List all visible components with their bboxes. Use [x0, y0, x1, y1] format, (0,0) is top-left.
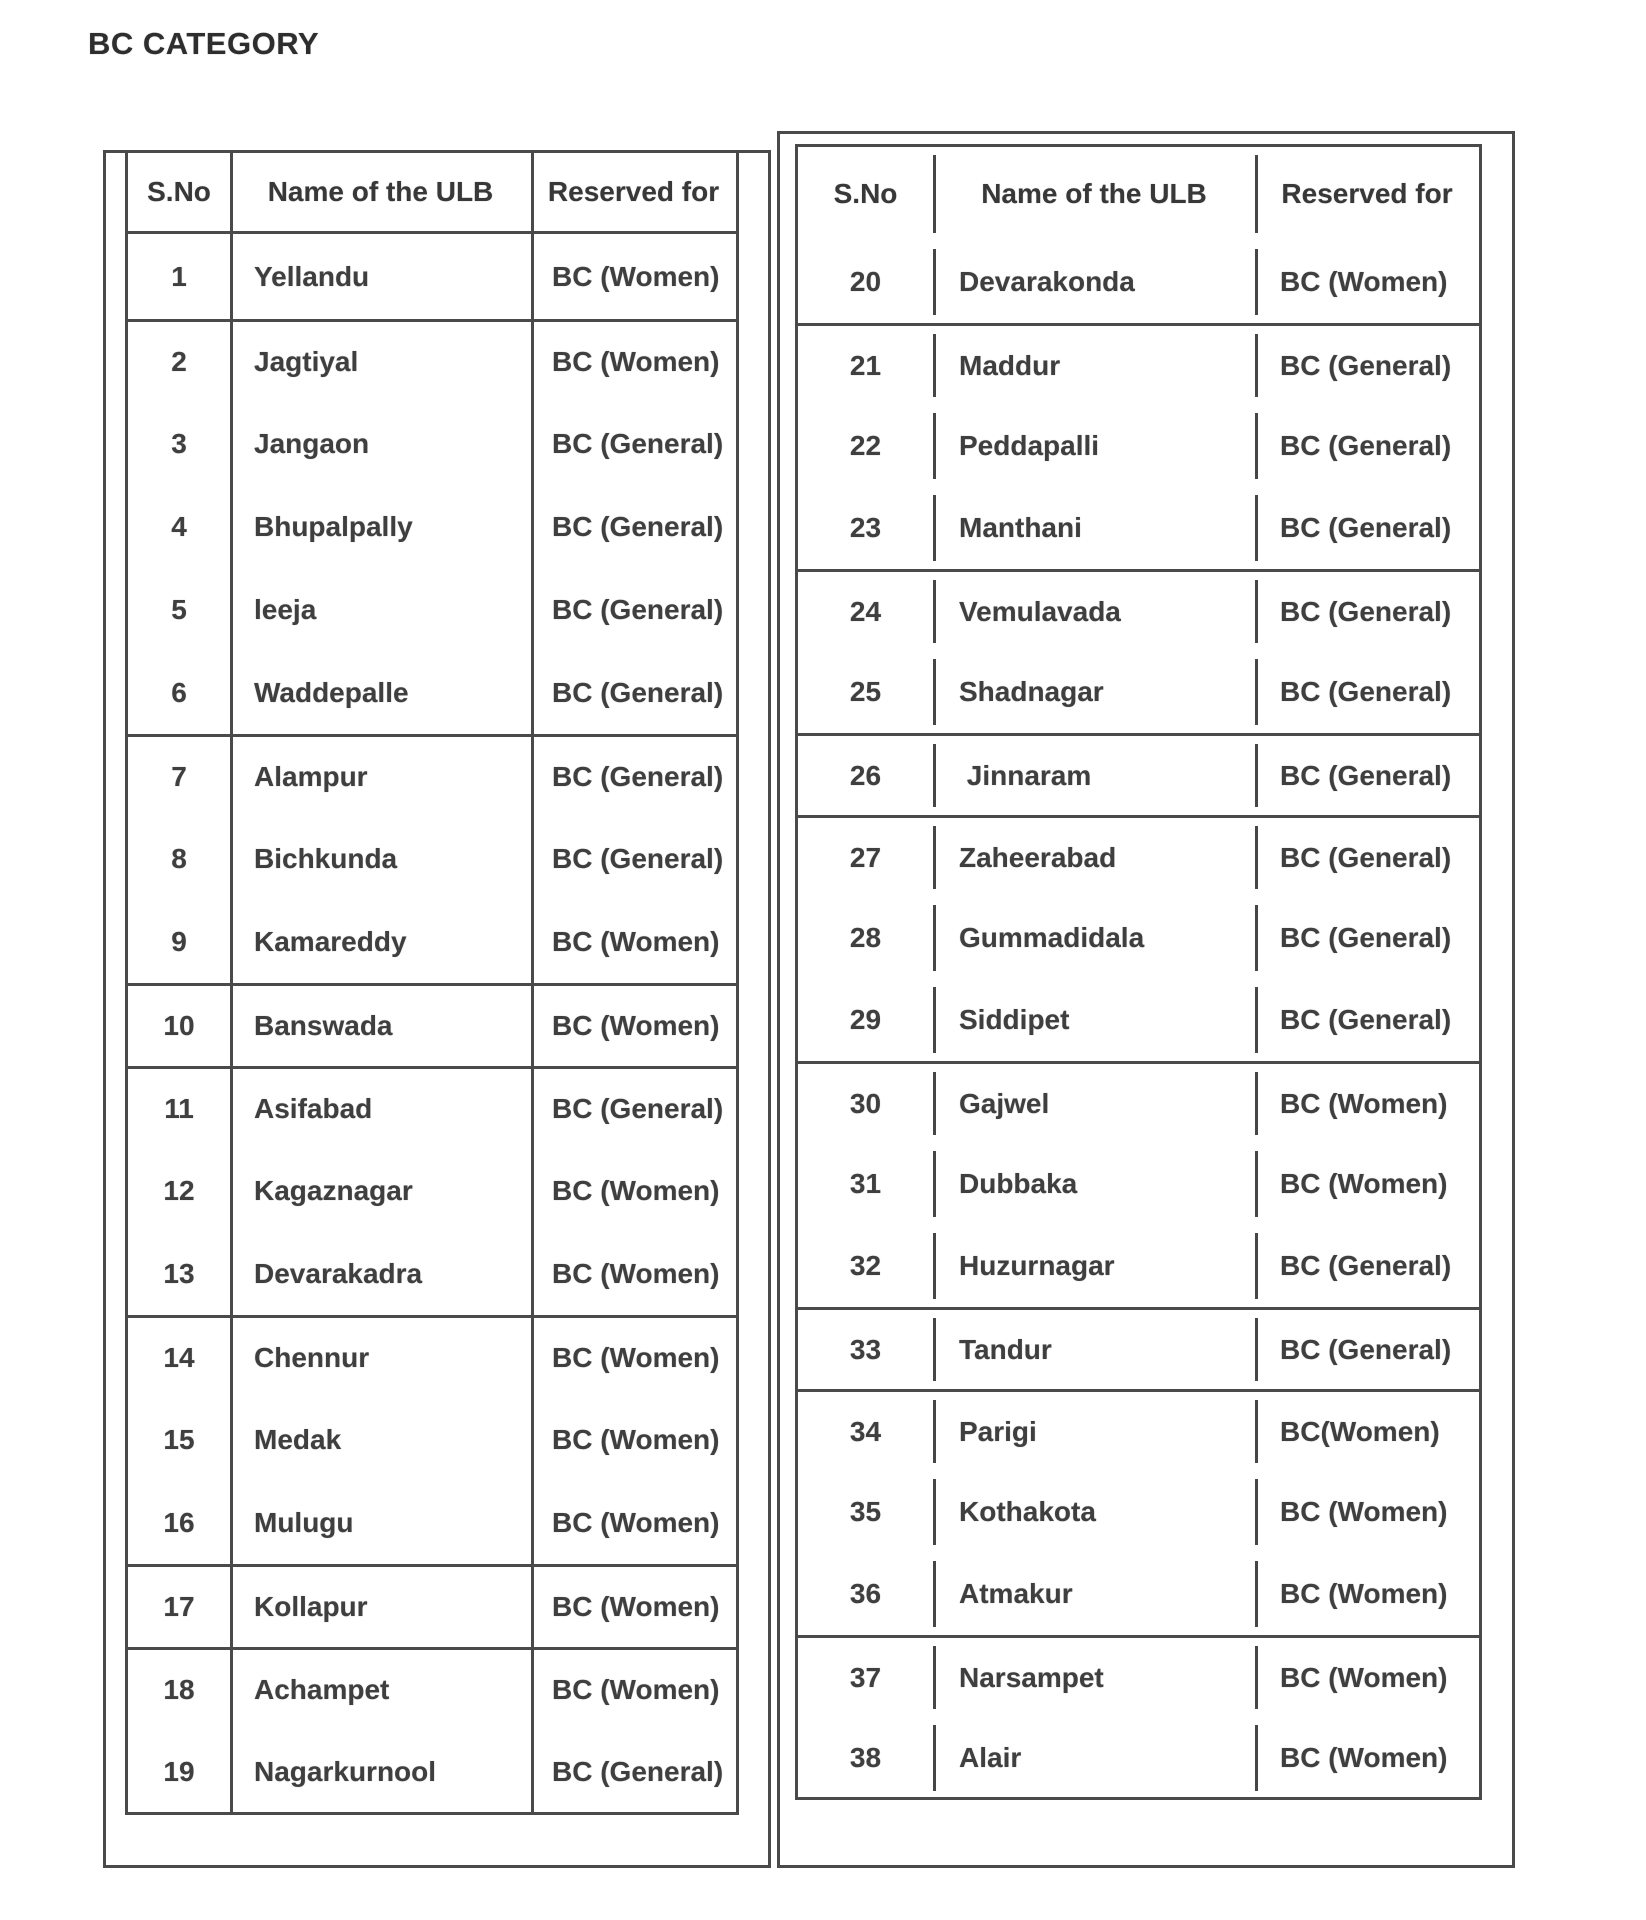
- cell-name: Devarakonda: [959, 266, 1135, 297]
- column-divider-dash: [1255, 413, 1258, 479]
- cell-reserved: BC (Women): [1280, 1578, 1448, 1609]
- cell-name: Nagarkurnool: [254, 1755, 437, 1787]
- cell-reserved: BC (Women): [552, 1010, 720, 1041]
- cell-name: Chennur: [254, 1342, 370, 1373]
- table-row: [128, 734, 736, 817]
- column-divider-dash: [933, 413, 936, 479]
- cell-sno: 22: [849, 430, 882, 461]
- column-header-sno: S.No: [147, 175, 211, 207]
- cell-reserved: BC (General): [1280, 1250, 1452, 1281]
- column-divider-dash: [933, 1072, 936, 1135]
- table-row: [128, 1315, 736, 1398]
- cell-name: Asifabad: [254, 1093, 373, 1124]
- cell-reserved: BC (Women): [552, 925, 720, 957]
- cell-reserved: BC (General): [552, 1093, 724, 1124]
- cell-sno: 6: [171, 676, 187, 708]
- cell-name: Jagtiyal: [254, 346, 359, 377]
- cell-name: Banswada: [254, 1010, 393, 1041]
- cell-reserved: BC (Women): [552, 1423, 720, 1455]
- cell-sno: 14: [163, 1342, 195, 1373]
- cell-sno: 32: [849, 1250, 882, 1281]
- cell-sno: 36: [849, 1578, 882, 1609]
- column-divider-dash: [933, 1646, 936, 1709]
- cell-sno: 12: [163, 1174, 195, 1206]
- column-divider-dash: [1255, 1725, 1258, 1791]
- cell-name: Mulugu: [254, 1506, 354, 1538]
- table-row: [128, 234, 736, 319]
- table-row: [798, 569, 1479, 651]
- column-divider-dash: [933, 1561, 936, 1627]
- cell-sno: 9: [171, 925, 187, 957]
- column-divider-dash: [1255, 1233, 1258, 1299]
- column-divider-dash: [933, 1151, 936, 1217]
- cell-reserved: BC (General): [552, 1755, 724, 1787]
- cell-sno: 21: [849, 349, 882, 381]
- table-row: [128, 568, 736, 651]
- table-row: [798, 1225, 1479, 1307]
- column-divider-dash: [1255, 495, 1258, 561]
- column-divider-dash: [933, 659, 936, 725]
- cell-name: Kollapur: [254, 1591, 368, 1622]
- cell-reserved: BC (Women): [552, 1174, 720, 1206]
- cell-sno: 16: [163, 1506, 195, 1538]
- table-left-header: [128, 152, 736, 234]
- table-row: [128, 1647, 736, 1730]
- cell-reserved: BC (Women): [552, 1257, 720, 1289]
- cell-name: Gajwel: [959, 1087, 1050, 1119]
- cell-sno: 3: [171, 427, 187, 459]
- cell-name: Manthani: [959, 512, 1082, 543]
- column-header-ulb-name: Name of the ULB: [981, 178, 1207, 209]
- column-divider-dash: [1255, 1479, 1258, 1545]
- cell-sno: 30: [849, 1087, 882, 1119]
- cell-name: Parigi: [959, 1415, 1037, 1447]
- cell-reserved: BC (General): [1280, 922, 1452, 953]
- cell-sno: 23: [849, 512, 882, 543]
- cell-sno: 24: [849, 595, 882, 627]
- cell-reserved: BC (Women): [1280, 1742, 1448, 1773]
- column-header-ulb-name: Name of the ULB: [267, 175, 494, 207]
- column-divider-dash: [933, 334, 936, 397]
- cell-reserved: BC (General): [1280, 349, 1452, 381]
- cell-sno: 37: [849, 1661, 882, 1693]
- column-divider-dash: [933, 1318, 936, 1381]
- cell-reserved: BC (Women): [1280, 1661, 1448, 1693]
- table-row: [798, 1471, 1479, 1553]
- cell-name: Atmakur: [959, 1578, 1073, 1609]
- cell-reserved: BC (General): [1280, 759, 1452, 791]
- cell-name: Kamareddy: [254, 925, 407, 957]
- cell-name: Alampur: [254, 761, 368, 792]
- table-right-body: [798, 241, 1479, 1799]
- table-row: [798, 487, 1479, 569]
- column-divider-dash: [933, 1400, 936, 1463]
- table-row: [128, 1398, 736, 1481]
- column-divider-dash: [1255, 905, 1258, 971]
- table-row: [128, 319, 736, 402]
- cell-reserved: BC (General): [1280, 1004, 1452, 1035]
- table-row: [798, 651, 1479, 733]
- table-row: [798, 897, 1479, 979]
- table-row: [798, 323, 1479, 405]
- cell-name: Tandur: [959, 1333, 1052, 1365]
- cell-name: Waddepalle: [254, 676, 409, 708]
- table-row: [128, 402, 736, 485]
- cell-sno: 10: [163, 1010, 195, 1041]
- cell-reserved: BC (General): [552, 593, 724, 625]
- cell-name: Alair: [959, 1742, 1022, 1773]
- cell-name: Kothakota: [959, 1496, 1096, 1527]
- table-left-body: [128, 234, 736, 1813]
- column-divider-dash: [933, 1479, 936, 1545]
- cell-reserved: BC (Women): [552, 1342, 720, 1373]
- table-row: [128, 1481, 736, 1564]
- table-row: [798, 733, 1479, 815]
- cell-sno: 34: [849, 1415, 882, 1447]
- cell-reserved: BC (Women): [1280, 1168, 1448, 1199]
- bc-category-table-right: [777, 131, 1515, 1868]
- column-divider-dash: [1255, 580, 1258, 643]
- column-divider-dash: [1255, 1318, 1258, 1381]
- column-divider-dash: [933, 1233, 936, 1299]
- cell-name: Medak: [254, 1423, 342, 1455]
- table-right: [795, 144, 1482, 1800]
- cell-reserved: BC (Women): [552, 1506, 720, 1538]
- column-divider-dash: [1255, 1400, 1258, 1463]
- column-divider-dash: [1255, 155, 1258, 233]
- bc-category-table-left: [103, 150, 771, 1868]
- cell-name: Bichkunda: [254, 842, 398, 874]
- table-row: [798, 405, 1479, 487]
- cell-name: Kagaznagar: [254, 1174, 413, 1206]
- column-divider-dash: [1255, 1561, 1258, 1627]
- column-divider-dash: [933, 905, 936, 971]
- cell-reserved: BC (General): [552, 510, 724, 542]
- cell-name: Dubbaka: [959, 1168, 1078, 1199]
- cell-reserved: BC (General): [552, 761, 724, 792]
- table-row: [798, 815, 1479, 897]
- cell-reserved: BC (Women): [552, 346, 720, 377]
- table-row: [798, 1143, 1479, 1225]
- cell-reserved: BC (General): [552, 427, 724, 459]
- table-row: [798, 1061, 1479, 1143]
- table-row: [798, 1717, 1479, 1799]
- column-divider-dash: [1255, 744, 1258, 807]
- cell-sno: 17: [163, 1591, 195, 1622]
- column-divider-dash: [933, 987, 936, 1053]
- cell-sno: 11: [164, 1093, 194, 1124]
- cell-sno: 25: [849, 676, 882, 707]
- column-divider-dash: [933, 495, 936, 561]
- cell-sno: 27: [849, 841, 882, 873]
- column-divider-dash: [933, 580, 936, 643]
- column-divider-dash: [1255, 987, 1258, 1053]
- cell-name: Maddur: [959, 349, 1061, 381]
- table-row: [128, 1232, 736, 1315]
- table-left: [125, 152, 739, 1815]
- cell-reserved: BC (Women): [552, 1591, 720, 1622]
- column-divider-dash: [933, 826, 936, 889]
- table-row: [128, 1730, 736, 1813]
- cell-sno: 26: [849, 759, 882, 791]
- column-divider-line: [230, 152, 233, 1812]
- cell-name: Bhupalpally: [254, 510, 413, 542]
- cell-reserved: BC (General): [1280, 512, 1452, 543]
- column-divider-line: [531, 152, 534, 1812]
- table-row: [798, 979, 1479, 1061]
- table-row: [798, 1553, 1479, 1635]
- cell-reserved: BC(Women): [1280, 1415, 1440, 1447]
- cell-sno: 20: [849, 266, 882, 297]
- table-row: [798, 1307, 1479, 1389]
- cell-name: leeja: [254, 593, 317, 625]
- table-row: [128, 900, 736, 983]
- cell-name: Narsampet: [959, 1661, 1104, 1693]
- cell-sno: 19: [163, 1755, 195, 1787]
- cell-sno: 38: [849, 1742, 882, 1773]
- cell-reserved: BC (General): [1280, 430, 1452, 461]
- table-row: [128, 485, 736, 568]
- cell-reserved: BC (General): [1280, 676, 1452, 707]
- cell-name: Achampet: [254, 1674, 390, 1705]
- cell-sno: 1: [171, 260, 187, 292]
- column-divider-dash: [1255, 1151, 1258, 1217]
- column-divider-dash: [1255, 249, 1258, 315]
- column-divider-dash: [933, 155, 936, 233]
- table-row: [128, 983, 736, 1066]
- table-row: [798, 241, 1479, 323]
- cell-sno: 2: [171, 346, 187, 377]
- cell-sno: 29: [849, 1004, 882, 1035]
- cell-name: Jinnaram: [959, 759, 1092, 791]
- cell-sno: 18: [163, 1674, 195, 1705]
- cell-reserved: BC (General): [1280, 595, 1452, 627]
- cell-sno: 7: [171, 761, 187, 792]
- cell-sno: 28: [849, 922, 882, 953]
- page-title: BC CATEGORY: [88, 26, 320, 61]
- table-row: [798, 1389, 1479, 1471]
- cell-sno: 33: [849, 1333, 882, 1365]
- cell-name: Siddipet: [959, 1004, 1070, 1035]
- cell-name: Huzurnagar: [959, 1250, 1115, 1281]
- column-divider-dash: [933, 1725, 936, 1791]
- cell-reserved: BC (Women): [1280, 1087, 1448, 1119]
- cell-sno: 8: [171, 842, 187, 874]
- cell-reserved: BC (General): [1280, 1333, 1452, 1365]
- column-divider-dash: [1255, 1072, 1258, 1135]
- cell-name: Jangaon: [254, 427, 370, 459]
- cell-sno: 5: [171, 593, 187, 625]
- column-header-sno: S.No: [833, 178, 898, 209]
- cell-name: Yellandu: [254, 260, 370, 292]
- column-divider-dash: [933, 744, 936, 807]
- table-row: [128, 651, 736, 734]
- cell-reserved: BC (Women): [552, 1674, 720, 1705]
- table-right-header: [798, 147, 1479, 241]
- cell-name: Vemulavada: [959, 595, 1121, 627]
- cell-name: Gummadidala: [959, 922, 1145, 953]
- cell-reserved: BC (Women): [1280, 266, 1448, 297]
- column-divider-dash: [933, 249, 936, 315]
- cell-name: Peddapalli: [959, 430, 1100, 461]
- cell-name: Zaheerabad: [959, 841, 1117, 873]
- column-header-reserved: Reserved for: [547, 175, 720, 207]
- cell-sno: 35: [849, 1496, 882, 1527]
- table-row: [128, 1564, 736, 1647]
- column-divider-dash: [1255, 1646, 1258, 1709]
- cell-reserved: BC (General): [1280, 841, 1452, 873]
- cell-sno: 31: [849, 1168, 882, 1199]
- cell-sno: 15: [163, 1423, 195, 1455]
- column-divider-dash: [1255, 334, 1258, 397]
- cell-name: Shadnagar: [959, 676, 1104, 707]
- cell-sno: 4: [171, 510, 187, 542]
- cell-reserved: BC (Women): [1280, 1496, 1448, 1527]
- column-divider-dash: [1255, 659, 1258, 725]
- cell-sno: 13: [163, 1257, 195, 1289]
- cell-reserved: BC (General): [552, 676, 724, 708]
- table-row: [128, 817, 736, 900]
- cell-reserved: BC (Women): [552, 260, 720, 292]
- column-header-reserved: Reserved for: [1281, 178, 1453, 209]
- table-row: [798, 1635, 1479, 1717]
- table-row: [128, 1149, 736, 1232]
- table-row: [128, 1066, 736, 1149]
- column-divider-dash: [1255, 826, 1258, 889]
- cell-reserved: BC (General): [552, 842, 724, 874]
- cell-name: Devarakadra: [254, 1257, 423, 1289]
